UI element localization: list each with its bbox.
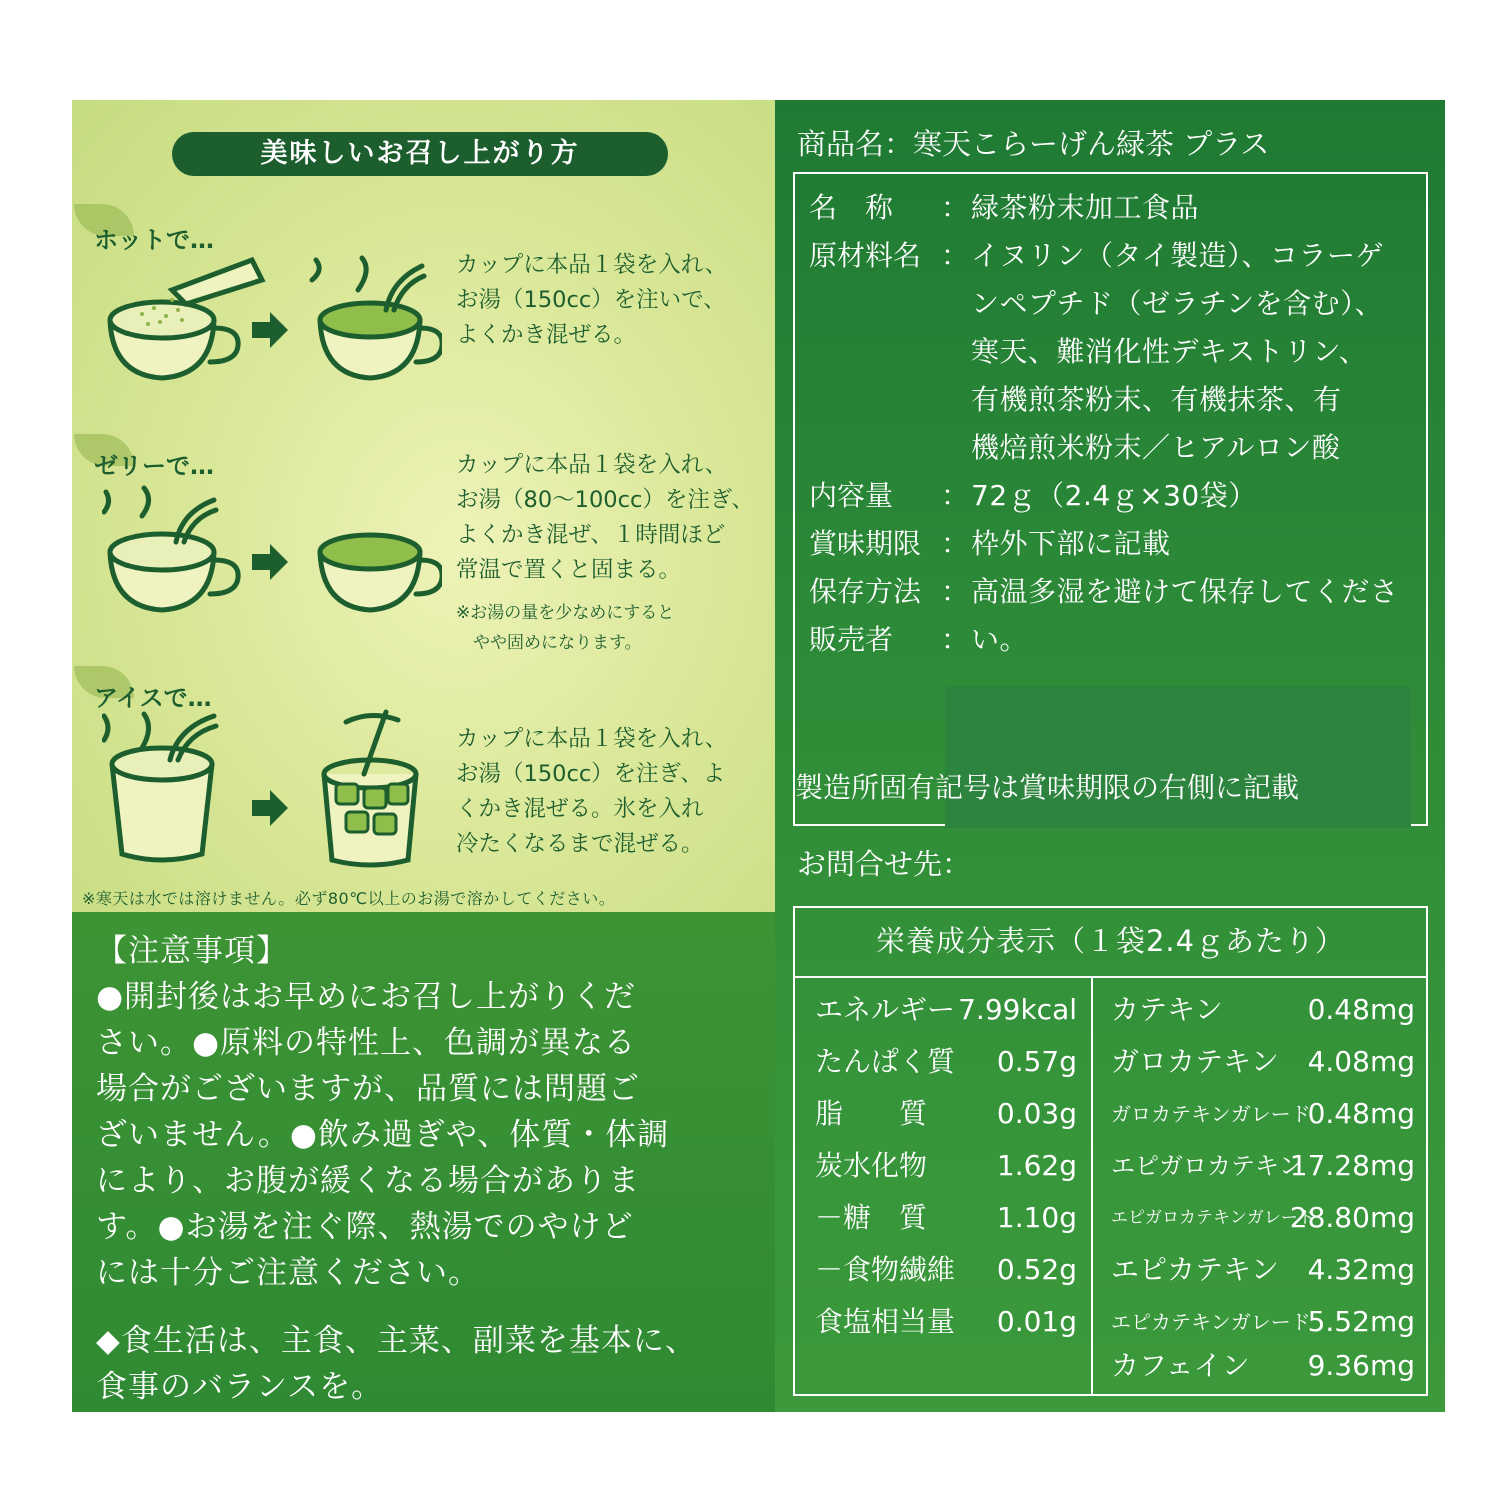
dissolve-note: ※寒天は水では溶けません。必ず80℃以上のお湯で溶かしてください。	[82, 889, 616, 908]
nutrition-row: 炭水化物 1.62g	[815, 1149, 1077, 1182]
nutrition-row: カテキン 0.48mg	[1111, 993, 1415, 1026]
nutrition-row: エネルギー 7.99kcal	[815, 993, 1077, 1026]
nutrition-row: ガロカテキンガレード 0.48mg	[1111, 1097, 1415, 1130]
jelly-method-title: ゼリーで…	[94, 452, 214, 480]
spec-row-ingredients: 原材料名 ： イヌリン（タイ製造）、コラーゲ ンペプチド（ゼラチンを含む）、 寒天、難消化性デキストリン、 有機煎茶粉末、有機抹茶、有 機焙煎米粉末／ヒアルロン酸	[809, 239, 1384, 464]
diet-advice: ◆食生活は、主食、主菜、副菜を基本に、 食事のバランスを。	[96, 1323, 697, 1405]
product-name: 商品名：寒天こらーげん緑茶 プラス	[797, 127, 1270, 161]
nutrition-row: エピガロカテキン 17.28mg	[1111, 1149, 1415, 1182]
nutrition-row: エピガロカテキンガレード 28.80mg	[1111, 1201, 1415, 1234]
nutrition-row: －食物繊維 0.52g	[815, 1253, 1077, 1286]
spec-row-storage: 保存方法 ： 高温多湿を避けて保存してください。	[809, 575, 1399, 656]
nutrition-table	[793, 906, 1428, 1396]
nutrition-row: ガロカテキン 4.08mg	[1111, 1045, 1415, 1078]
hot-method-title: ホットで…	[94, 226, 214, 254]
spec-row-seller: 販売者 ：	[809, 623, 970, 656]
nutrition-row: 脂 質 0.03g	[815, 1097, 1077, 1130]
howto-panel	[72, 100, 775, 912]
ice-method-title: アイスで…	[94, 684, 212, 712]
spec-row-name: 名 称 ： 緑茶粉末加工食品	[809, 191, 1200, 224]
arrow-right-icon	[252, 544, 288, 580]
arrow-right-icon	[252, 312, 288, 348]
spec-row-expiry: 賞味期限 ： 枠外下部に記載	[809, 527, 1171, 560]
nutrition-row: カフェイン 9.36mg	[1111, 1349, 1415, 1382]
spec-table	[793, 172, 1428, 826]
nutrition-row: たんぱく質 0.57g	[815, 1045, 1077, 1078]
product-info-panel	[775, 100, 1445, 1412]
ice-instructions: カップに本品１袋を入れ、 お湯（150cc）を注ぎ、よ くかき混ぜる。氷を入れ 冷たくなるまで混ぜる。	[456, 726, 728, 857]
caution-panel	[72, 912, 775, 1412]
hot-cup-illustration	[102, 250, 442, 390]
spec-row-content: 内容量 ： 72ｇ（2.4ｇ×30袋）	[809, 479, 1257, 512]
nutrition-row: エピカテキンガレード 5.52mg	[1111, 1305, 1415, 1338]
manufacturer-code-note: 製造所固有記号は賞味期限の右側に記載	[795, 771, 1300, 804]
nutrition-title: 栄養成分表示（１袋2.4ｇあたり）	[795, 908, 1426, 978]
nutrition-divider	[1091, 976, 1093, 1396]
howto-title: 美味しいお召し上がり方	[172, 132, 668, 176]
contact-label: お問合せ先：	[797, 847, 972, 881]
caution-text: 【注意事項】 ●開封後はお早めにお召し上がりくだ さい。●原料の特性上、色調が異なる 場合がございますが、品質には問題ご ざいません。●飲み過ぎや、体質・体調 により、お腹が緩くなる場合がありま す。●お湯を注ぐ際、熱湯でのやけど には十分ご注意ください。	[96, 933, 670, 1291]
jelly-note: ※お湯の量を少なめにすると やや固めになります。	[456, 603, 675, 653]
ice-cup-illustration	[102, 704, 442, 874]
nutrition-row: －糖 質 1.10g	[815, 1201, 1077, 1234]
jelly-cup-illustration	[102, 482, 442, 622]
hot-instructions: カップに本品１袋を入れ、 お湯（150cc）を注いで、 よくかき混ぜる。	[456, 252, 728, 348]
nutrition-row: 食塩相当量 0.01g	[815, 1305, 1077, 1338]
seller-redacted-box	[945, 686, 1411, 828]
arrow-right-icon	[252, 790, 288, 826]
jelly-instructions: カップに本品１袋を入れ、 お湯（80～100cc）を注ぎ、 よくかき混ぜ、１時間ほど 常温で置くと固まる。	[456, 452, 754, 583]
nutrition-row: エピカテキン 4.32mg	[1111, 1253, 1415, 1286]
